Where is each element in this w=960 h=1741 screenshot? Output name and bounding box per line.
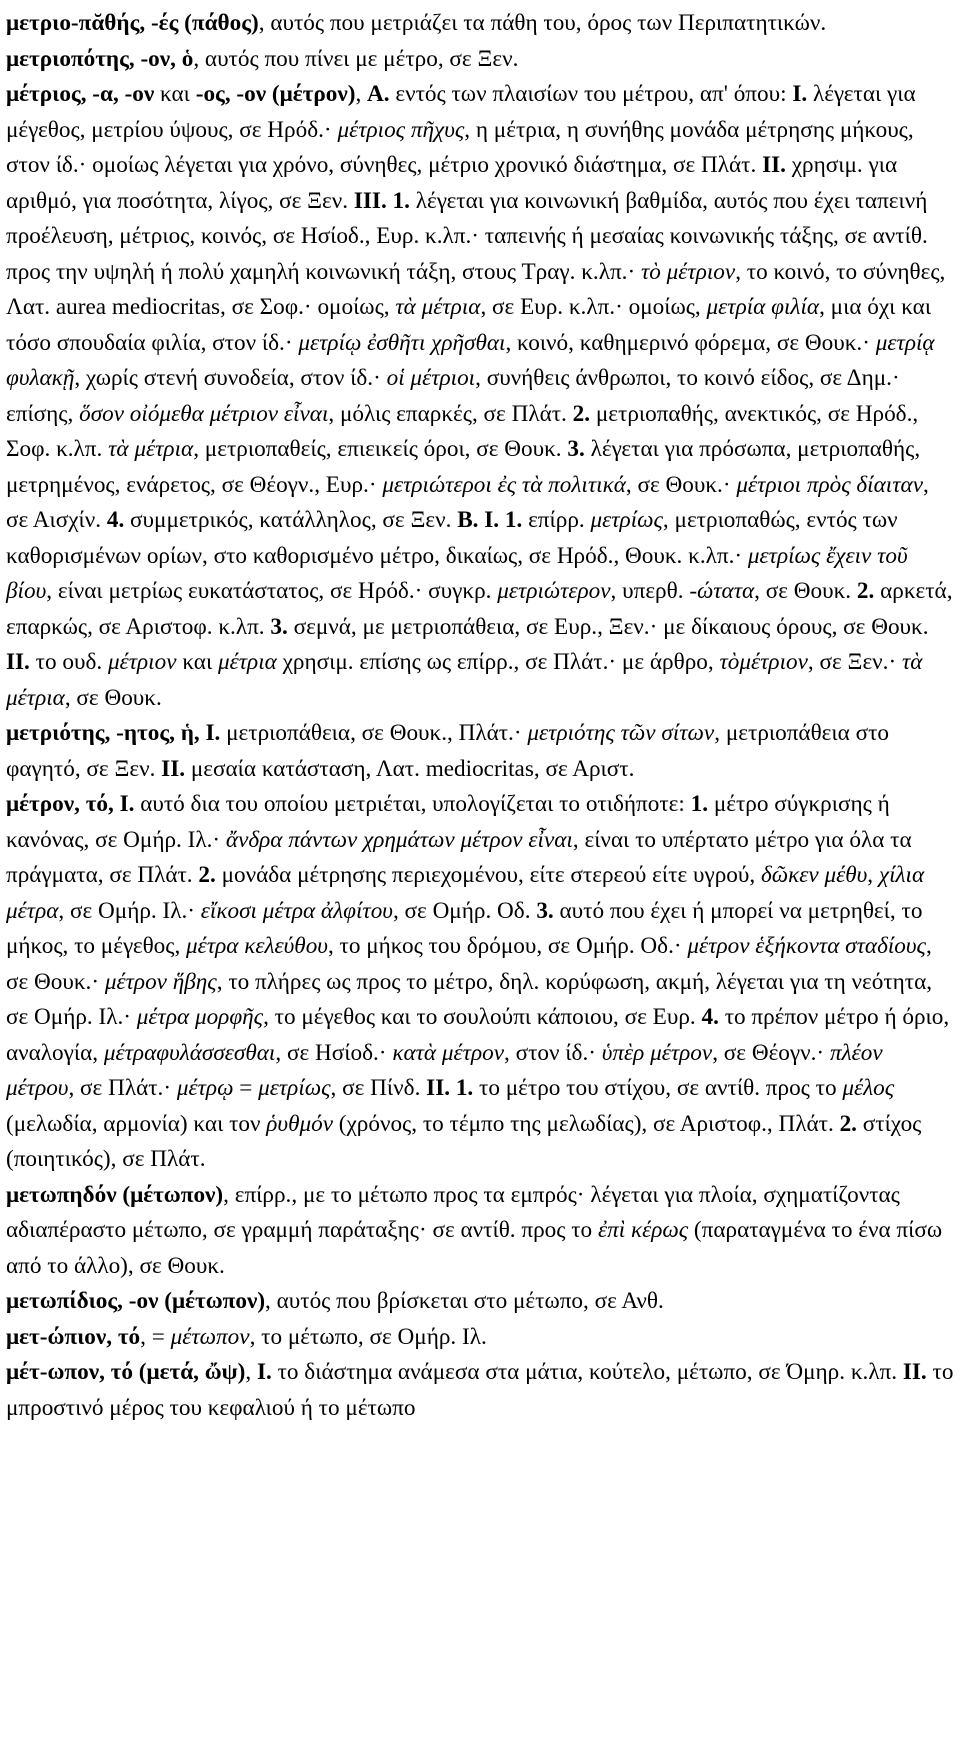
entry-text: , το μέγεθος και το σουλούπι κάποιου, σε Ευρ. (263, 1004, 702, 1030)
dictionary-entry-metriopotis (6, 42, 954, 78)
entry-section-marker: III. 1. (353, 187, 410, 214)
entry-section-marker: Β. I. 1. (457, 507, 523, 533)
entry-text: συμμετρικός, κατάλληλος, σε Ξεν. (124, 507, 458, 533)
entry-text: μετριοπάθεια, σε Θουκ., Πλάτ.· (220, 720, 528, 746)
entry-headword: μέτρον, τό, I. (6, 791, 135, 817)
entry-text: , η μέτρια, η συνήθης μονάδα μέτρησης μήκους, στον ίδ.· ομοίως λέγεται για χρόνο, σύνηθες, μέτριο χρονικό διάστημα, σε Πλάτ. (6, 116, 914, 178)
entry-citation: μετρία φιλία (706, 294, 820, 320)
entry-text: , το μέτωπο, σε Ομήρ. Ιλ. (249, 1323, 487, 1350)
entry-text: , σε Ευρ. κ.λπ.· ομοίως, (480, 294, 707, 320)
entry-headword: μετριοπότης, -ον, ὁ (6, 45, 194, 72)
entry-section-marker: 2. (856, 578, 875, 604)
entry-headword: μετωπηδόν (μέτωπον) (6, 1181, 224, 1208)
entry-section-marker: II. (161, 755, 186, 782)
entry-citation: τὰ μέτρια (395, 294, 481, 320)
entry-text: το ουδ. (29, 649, 108, 675)
entry-text: (παραταγμένα το ένα πίσω από το άλλο), σε Θουκ. (6, 1217, 943, 1279)
entry-text: , σε Θουκ. (64, 684, 162, 711)
entry-text: , αυτός που πίνει με μέτρο, σε Ξεν. (193, 45, 519, 72)
entry-citation: ὅσον οἰόμεθα μέτριον εἶναι (79, 400, 329, 427)
entry-text: , σε Πλάτ.· (68, 1075, 177, 1101)
entry-text: χρησιμ. για αριθμό, για ποσότητα, λίγος, σε Ξεν. (6, 152, 898, 214)
dictionary-entry-metopidios (6, 1284, 954, 1320)
entry-section-marker: 3. (567, 436, 585, 462)
entry-citation: μέτωπον (170, 1323, 250, 1350)
entry-headword: μέτ-ωπον, τό (μετά, ὤψ) (6, 1359, 246, 1385)
entry-text: λέγεται για μέγεθος, μετρίου ύψους, σε Ηρόδ.· (6, 81, 916, 143)
entry-citation: μέτριον (107, 649, 177, 675)
entry-text: εντός των πλαισίων του μέτρου, απ' όπου: (389, 81, 793, 107)
entry-text: , μόλις επαρκές, σε Πλάτ. (328, 400, 573, 427)
entry-text: επίρρ. (522, 507, 591, 533)
entry-text: , είναι το υπέρτατο μέτρο για όλα τα πράγματα, σε Πλάτ. (6, 826, 912, 888)
entry-section-marker: 3. (536, 897, 554, 924)
entry-text: (μελωδία, αρμονία) και τον (6, 1110, 267, 1137)
entry-citation: δῶκεν μέθυ (760, 862, 868, 888)
entry-text: (χρόνος, το τέμπο της μελωδίας), σε Αριστοφ., Πλάτ. (332, 1110, 840, 1137)
entry-text: , αυτός που μετριάζει τα πάθη του, όρος των Περιπατητικών. (258, 10, 827, 36)
entry-citation: μέτριοι πρὸς δίαιταν (736, 471, 923, 498)
entry-citation: μετρίως (258, 1075, 331, 1101)
entry-text: , είναι μετρίως ευκατάστατος, σε Ηρόδ.· συγκρ. (46, 578, 498, 604)
entry-citation: μέτρα κελεύθου (186, 933, 328, 959)
entry-text: , σε Αισχίν. (6, 471, 929, 533)
entry-text: = (233, 1075, 259, 1101)
entry-text: , υπερθ. (610, 578, 690, 604)
entry-section-marker: I. (792, 81, 808, 107)
entry-headword: μετωπίδιος, -ον (μέτωπον) (6, 1288, 266, 1314)
entry-text: , σε Θέογν.· (712, 1039, 830, 1066)
entry-citation: μέτρον ἥβης (104, 968, 217, 995)
entry-text: , το πλήρες ως προς το μέτρο, δηλ. κορύφωση, ακμή, λέγεται για τη νεότητα, σε Ομήρ. Ιλ.· (6, 968, 933, 1030)
entry-text: μονάδα μέτρησης περιεχομένου, είτε στερεού είτε υγρού, (215, 862, 761, 888)
entry-text: το διάστημα ανάμεσα στα μάτια, κούτελο, μέτωπο, σε Όμηρ. κ.λπ. (271, 1359, 903, 1385)
entry-text: μεσαία κατάσταση, Λατ. mediocritas, σε Αριστ. (185, 755, 635, 782)
dictionary-entry-met-opion (6, 1320, 954, 1356)
entry-citation: ἐπὶ κέρως (597, 1217, 689, 1243)
entry-citation: μετρίως ἔχειν τοῦ βίου (6, 542, 908, 604)
entry-text: και (176, 649, 218, 675)
entry-headword: μετριότης, -ητος, ἡ, I. (6, 720, 221, 746)
entry-text: , σε Ομήρ. Ιλ.· (58, 897, 201, 924)
entry-section-marker: 3. (270, 613, 288, 640)
entry-text: , επίρρ., με το μέτωπο προς τα εμπρός· λέγεται για πλοία, σχηματίζοντας αδιαπέραστο μέτωπο, σε γραμμή παράταξης· σε αντίθ. προς το (6, 1181, 900, 1243)
entry-text: , μετριοπαθείς, επιεικείς όροι, σε Θουκ. (193, 436, 568, 462)
entry-text: , = (140, 1323, 171, 1350)
entry-text: , στον ίδ.· (504, 1039, 602, 1066)
dictionary-entry-metrios (6, 77, 954, 716)
entry-text: αυτό που έχει ή μπορεί να μετρηθεί, το μήκος, το μέγεθος, (6, 897, 923, 959)
entry-citation: μέτριος πῆχυς (337, 116, 465, 143)
entry-text: , σε Θουκ. (754, 578, 857, 604)
entry-text: , σε Θουκ.· (625, 471, 737, 498)
entry-citation: πλέον μέτρου (6, 1039, 883, 1101)
entry-text: , μια όχι και τόσο σπουδαία φιλία, στον ίδ.· (6, 294, 932, 356)
entry-section-marker: I. (256, 1359, 272, 1385)
entry-citation: τὸμέτριον (719, 649, 808, 675)
entry-citation: εἴκοσι μέτρα ἀλφίτου (200, 897, 393, 924)
entry-citation: τὰ μέτρια (108, 436, 194, 462)
dictionary-entry-metriopathis (6, 6, 954, 42)
entry-text: , σε Ξεν.· (807, 649, 902, 675)
entry-text: , μετριοπάθεια στο φαγητό, σε Ξεν. (6, 720, 890, 782)
entry-text: σεμνά, με μετριοπάθεια, σε Ευρ., Ξεν.· με δίκαιους όρους, σε Θουκ. (287, 613, 929, 640)
entry-citation: -ώτατα (689, 578, 755, 604)
entry-text: , μετριοπαθώς, εντός των καθορισμένων ορίων, στο καθορισμένο μέτρο, δικαίως, σε Ηρόδ., Θουκ. κ.λπ.· (6, 507, 898, 569)
entry-citation: μετριώτερον (497, 578, 611, 604)
entry-citation: μέτραφυλάσσεσθαι (103, 1039, 276, 1066)
entry-text: στίχος (ποιητικός), σε Πλάτ. (6, 1110, 922, 1172)
entry-text: χρησιμ. επίσης ως επίρρ., σε Πλάτ.· με άρθρο, (276, 649, 720, 675)
entry-section-marker: 4. (106, 507, 125, 533)
entry-citation: ἄνδρα πάντων χρημάτων μέτρον εἶναι (225, 826, 573, 853)
entry-section-marker: II. 1. (426, 1075, 474, 1101)
entry-citation: μετριώτεροι ἐς τὰ πολιτικά (382, 471, 626, 498)
entry-citation: μετριότης τῶν σίτων (527, 720, 715, 746)
entry-section-marker: 2. (198, 862, 216, 888)
entry-text: μετριοπαθής, ανεκτικός, σε Ηρόδ., Σοφ. κ.λπ. (6, 400, 919, 462)
entry-text: αρκετά, επαρκώς, σε Αριστοφ. κ.λπ. (6, 578, 953, 640)
entry-headword: μετ-ώπιον, τό (6, 1323, 141, 1350)
entry-citation: χίλια μέτρα (6, 862, 925, 924)
entry-section-marker: 4. (701, 1004, 719, 1030)
dictionary-entry-metriotis (6, 716, 954, 787)
entry-section-marker: -ος, -ον (μέτρον) (195, 81, 356, 107)
entry-section-marker: II. (902, 1359, 927, 1385)
entry-text: και (154, 81, 196, 107)
entry-text: , αυτός που βρίσκεται στο μέτωπο, σε Ανθ. (265, 1288, 664, 1314)
entry-text: , σε Θουκ.· (6, 933, 932, 995)
entry-citation: οἱ μέτριοι (386, 365, 476, 391)
entry-citation: μέτρον ἑξήκοντα σταδίους (687, 933, 926, 959)
entry-section-marker: 1. (690, 791, 709, 817)
entry-section-marker: Α. (367, 81, 390, 107)
entry-text: , σε Ησίοδ.· (275, 1039, 393, 1066)
entry-text: αυτό δια του οποίου μετριέται, υπολογίζεται το οτιδήποτε: (134, 791, 691, 817)
entry-text: , κοινό, καθημερινό φόρεμα, σε Θουκ.· (505, 329, 876, 356)
entry-text: λέγεται για κοινωνική βαθμίδα, αυτός που έχει ταπεινή προέλευση, μέτριος, κοινός, σε Ησίοδ., Ευρ. κ.λπ.· ταπεινής ή μεσαίας κοινωνικής τάξης, σε αντίθ. προς την υψηλή ή πολύ χαμηλή κοινωνική τάξη, στους Τραγ. κ.λπ.· (6, 187, 928, 285)
dictionary-entry-met-opon (6, 1355, 954, 1426)
entry-text: , (355, 81, 368, 107)
entry-text: , συνήθεις άνθρωποι, το κοινό είδος, σε Δημ.· επίσης, (6, 365, 900, 427)
entry-text: το πρέπον μέτρο ή όριο, αναλογία, (6, 1004, 950, 1066)
entry-citation: τὰ μέτρια (6, 649, 923, 711)
entry-text: , σε Πίνδ. (330, 1075, 427, 1101)
entry-text: , (245, 1359, 257, 1385)
entry-section-marker: II. (6, 649, 30, 675)
entry-citation: μέτρια (217, 649, 277, 675)
entry-text: , (867, 862, 879, 888)
entry-text: , χωρίς στενή συνοδεία, στον ίδ.· (74, 365, 387, 391)
entry-text: το μπροστινό μέρος του κεφαλιού ή το μέτωπο (6, 1359, 954, 1421)
entry-citation: κατὰ μέτρον (392, 1039, 504, 1066)
entry-section-marker: II. (762, 152, 786, 178)
entry-text: , σε Ομήρ. Οδ. (392, 897, 537, 924)
entry-citation: τὸ μέτριον (640, 258, 736, 285)
entry-text: , το κοινό, το σύνηθες, Λατ. aurea mediocritas, σε Σοφ.· ομοίως, (6, 258, 946, 320)
entry-citation: μετρίως (590, 507, 663, 533)
entry-text: μέτρο σύγκρισης ή κανόνας, σε Ομήρ. Ιλ.· (6, 791, 890, 853)
entry-headword: μετριο-πᾰθής, -ές (πάθος) (6, 10, 259, 36)
entry-citation: μετρίᾳ φυλακῇ (6, 329, 935, 391)
entry-citation: μέλος (842, 1075, 895, 1101)
dictionary-entry-metopidon (6, 1178, 954, 1285)
entry-section-marker: 2. (839, 1110, 857, 1137)
entry-citation: ῥυθμόν (266, 1110, 333, 1137)
entry-citation: ὑπὲρ μέτρον (601, 1039, 713, 1066)
entry-section-marker: 2. (572, 400, 591, 427)
entry-text: , το μήκος του δρόμου, σε Ομήρ. Οδ.· (327, 933, 688, 959)
entry-citation: μέτρῳ (176, 1075, 234, 1101)
entry-citation: μέτρα μορφῆς (136, 1004, 264, 1030)
entry-citation: μετρίῳ ἐσθῆτι χρῆσθαι (298, 329, 506, 356)
entry-text: το μέτρο του στίχου, σε αντίθ. προς το (473, 1075, 843, 1101)
dictionary-entry-metron (6, 787, 954, 1178)
entry-text: λέγεται για πρόσωπα, μετριοπαθής, μετρημένος, ενάρετος, σε Θέογν., Ευρ.· (6, 436, 921, 498)
entry-headword: μέτριος, -α, -ον (6, 81, 155, 107)
